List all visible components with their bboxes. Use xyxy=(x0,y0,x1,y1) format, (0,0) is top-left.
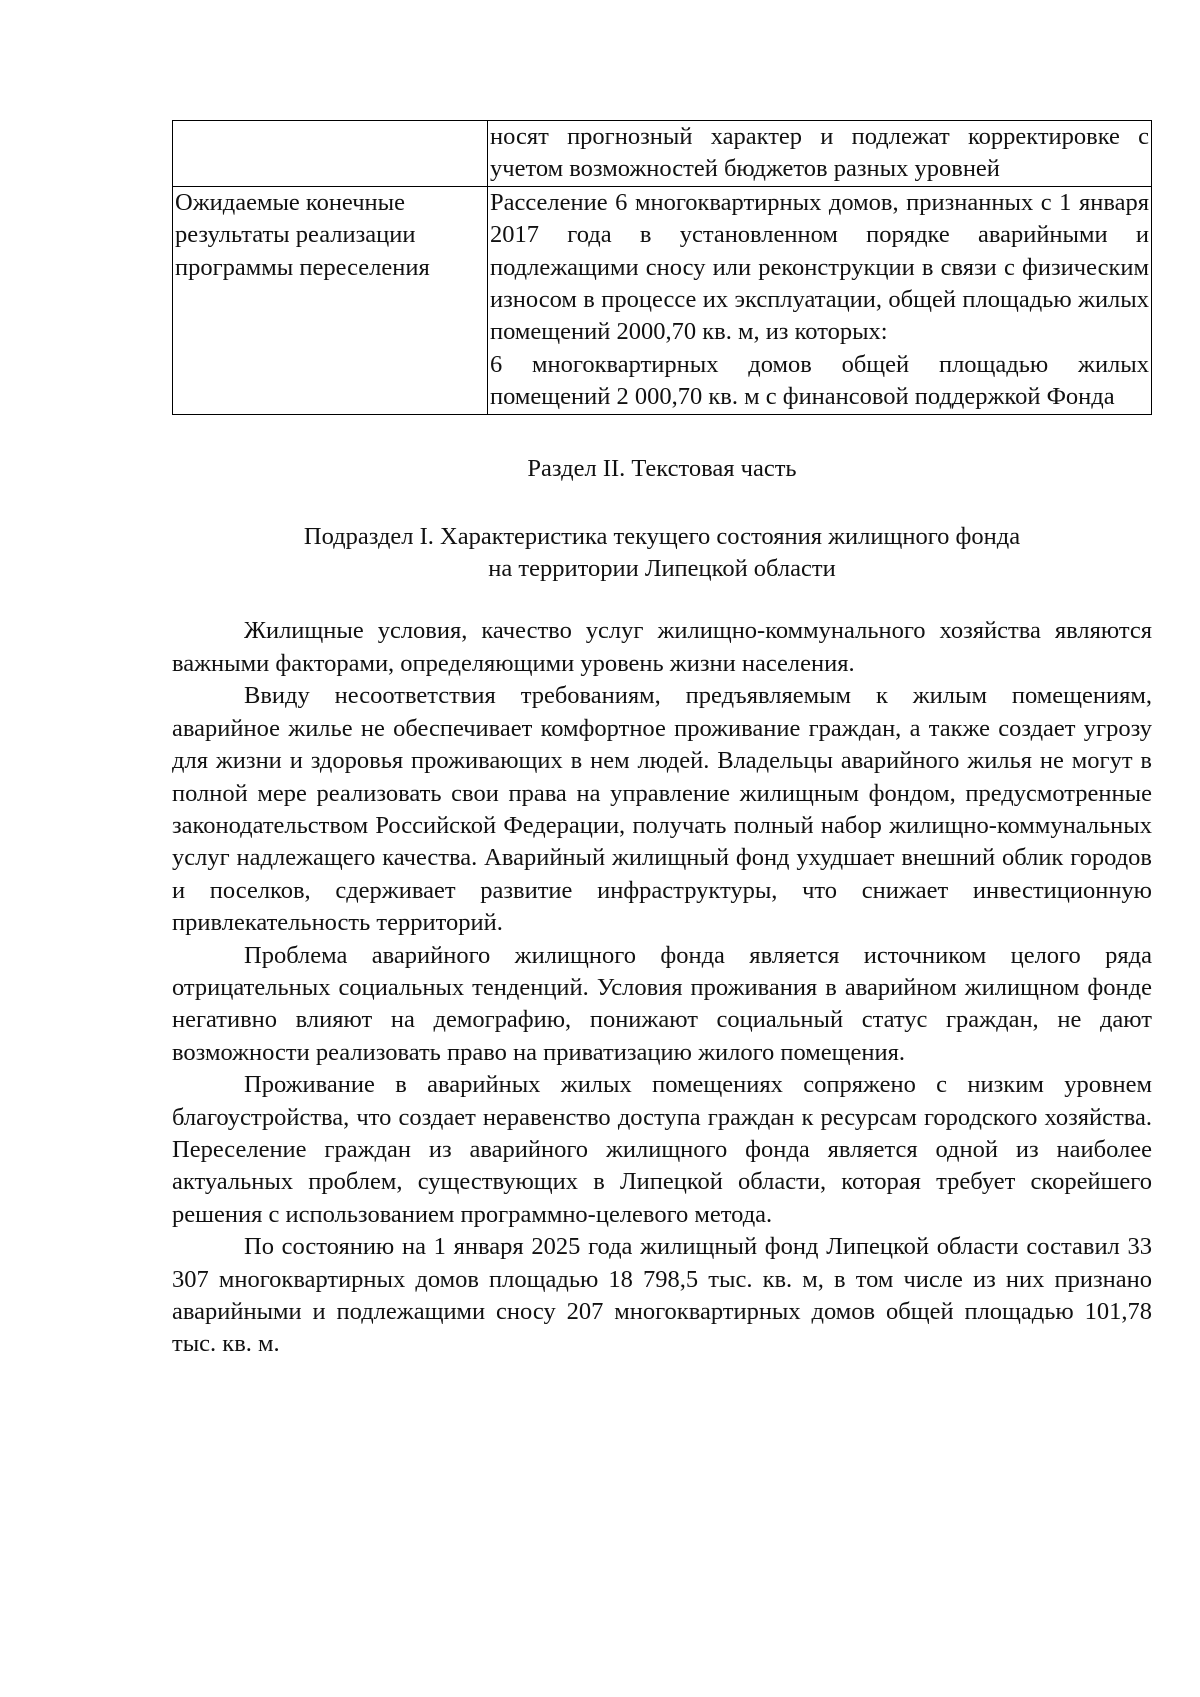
table-row xyxy=(173,121,1152,187)
cell-paragraph: Расселение 6 многоквартирных домов, признанных с 1 января 2017 года в установленном порядке аварийными и подлежащими сносу или реконструкции в связи с физическим износом в процессе их эксплуатации, общей площадью жилых помещений 2000,70 кв. м, из которых: xyxy=(490,188,1149,346)
body-text xyxy=(172,615,1152,1360)
body-paragraph: Ввиду несоответствия требованиям, предъявляемым к жилым помещениям, аварийное жилье не обеспечивает комфортное проживание граждан, а также создает угрозу для жизни и здоровья проживающих в нем людей. Владельцы аварийного жилья не могут в полной мере реализовать свои права на управление жилищным фондом, предусмотренные законодательством Российской Федерации, получать полный набор жилищно-коммунальных услуг надлежащего качества. Аварийный жилищный фонд ухудшает внешний облик городов и поселков, сдерживает развитие инфраструктуры, что снижает инвестиционную привлекательность территорий. xyxy=(172,682,1152,937)
section-title: Раздел II. Текстовая часть xyxy=(527,454,797,482)
table-cell-value xyxy=(488,121,1152,187)
table-cell-label xyxy=(173,121,488,187)
body-paragraph: Жилищные условия, качество услуг жилищно-коммунального хозяйства являются важными факторами, определяющими уровень жизни населения. xyxy=(172,617,1152,677)
document-page xyxy=(172,120,1152,1361)
body-paragraph: Проблема аварийного жилищного фонда является источником целого ряда отрицательных социальных тенденций. Условия проживания в аварийном жилищном фонде негативно влияют на демографию, понижают социальный статус граждан, не дают возможности реализовать право на приватизацию жилого помещения. xyxy=(172,941,1152,1066)
subsection-title-line1: Подраздел I. Характеристика текущего состояния жилищного фонда xyxy=(303,522,1021,550)
subsection-title xyxy=(172,521,1152,586)
body-paragraph: По состоянию на 1 января 2025 года жилищный фонд Липецкой области составил 33 307 многоквартирных домов площадью 18 798,5 тыс. кв. м, в том числе из них признано аварийными и подлежащими сносу 207 многоквартирных домов общей площадью 101,78 тыс. кв. м. xyxy=(172,1233,1152,1358)
program-passport-table xyxy=(172,120,1152,415)
body-paragraph: Проживание в аварийных жилых помещениях сопряжено с низким уровнем благоустройства, что создает неравенство доступа граждан к ресурсам городского хозяйства. Переселение граждан из аварийного жилищного фонда является одной из наиболее актуальных проблем, существующих в Липецкой области, которая требует скорейшего решения с использованием программно-целевого метода. xyxy=(172,1071,1152,1228)
table-cell-value xyxy=(488,186,1152,414)
table-row xyxy=(173,186,1152,414)
cell-paragraph: носят прогнозный характер и подлежат корректировке с учетом возможностей бюджетов разных уровней xyxy=(490,123,1149,183)
table-cell-label: Ожидаемые конечные результаты реализации программы переселения xyxy=(173,186,488,414)
cell-paragraph: 6 многоквартирных домов общей площадью жилых помещений 2 000,70 кв. м с финансовой поддержкой Фонда xyxy=(490,350,1149,411)
subsection-title-line2: на территории Липецкой области xyxy=(488,555,836,583)
